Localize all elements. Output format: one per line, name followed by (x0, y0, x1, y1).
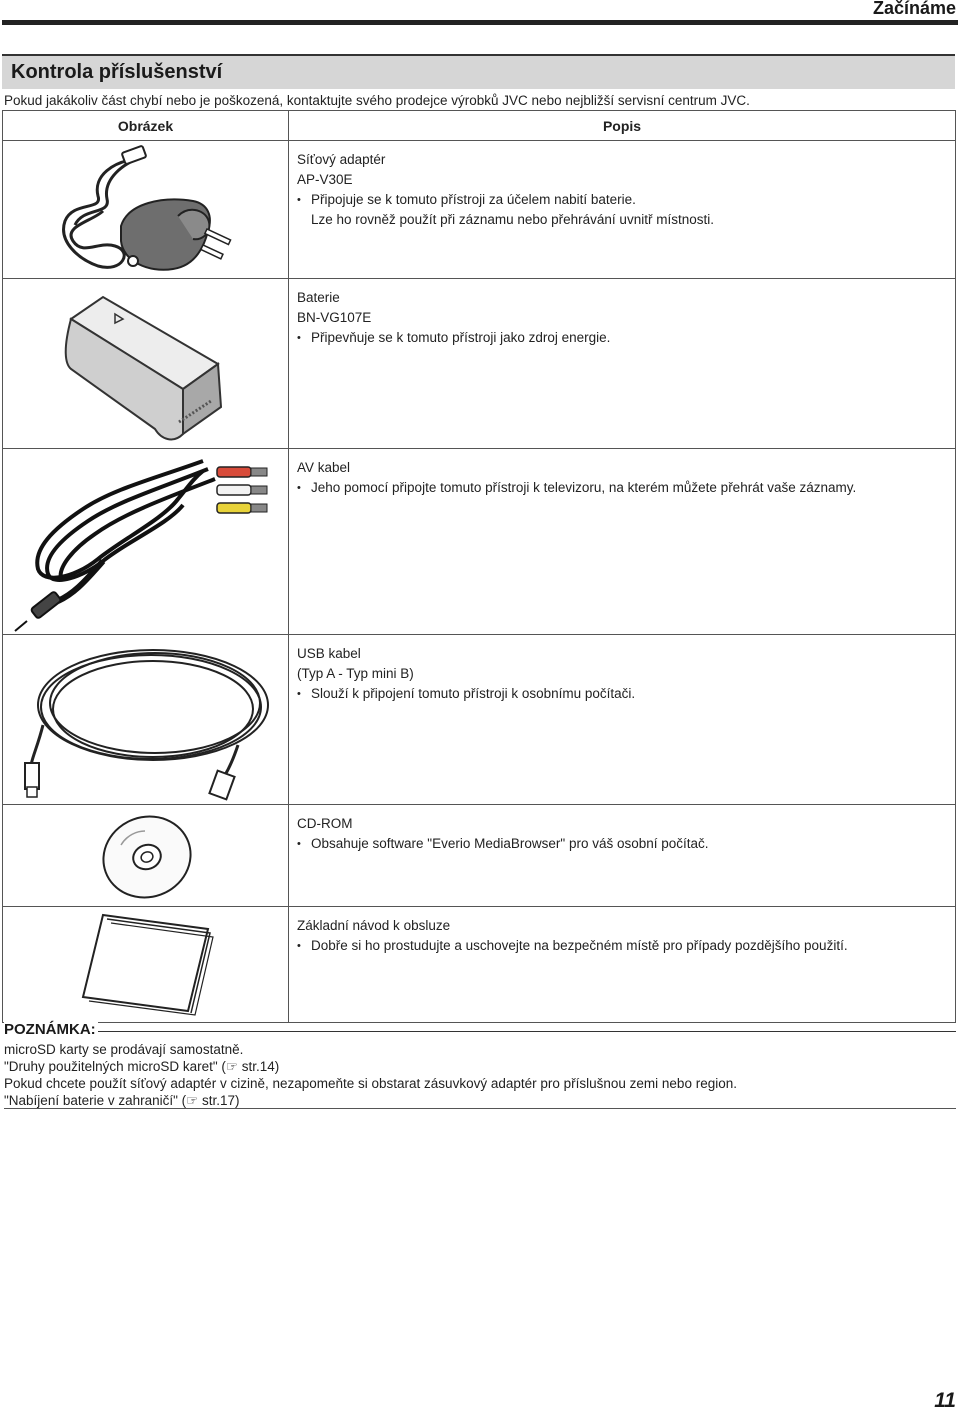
accessories-table (2, 110, 956, 1023)
section-title-bar (2, 54, 955, 89)
description-cell (289, 635, 956, 805)
ac-adapter-icon (3, 141, 289, 278)
battery-icon (3, 279, 289, 448)
note-line: microSD karty se prodávají samostatně. (4, 1042, 244, 1057)
item-name: Baterie (297, 290, 340, 305)
image-cell (3, 805, 289, 907)
note-rule (4, 1031, 956, 1032)
image-cell (3, 449, 289, 635)
note-end-rule (4, 1108, 956, 1109)
image-cell (3, 907, 289, 1023)
description-cell (289, 805, 956, 907)
image-cell (3, 141, 289, 279)
item-bullet: • Jeho pomocí připojte tomuto přístroji k televizoru, na kterém můžete přehrát vaše záznamy. (297, 478, 955, 498)
note-body (4, 1041, 956, 1109)
description-cell (289, 907, 956, 1023)
note-link[interactable]: "Nabíjení baterie v zahraničí" (☞ str.17) (4, 1093, 240, 1108)
image-cell (3, 279, 289, 449)
item-bullet: • Připojuje se k tomuto přístroji za účelem nabití baterie. (297, 190, 955, 210)
table-row (3, 805, 956, 907)
table-row (3, 141, 956, 279)
table-row (3, 279, 956, 449)
item-bullet: • Slouží k připojení tomuto přístroji k osobnímu počítači. (297, 684, 955, 704)
item-bullet: • Obsahuje software "Everio MediaBrowser" pro váš osobní počítač. (297, 834, 955, 854)
column-header-image: Obrázek (3, 111, 289, 141)
item-bullet-continuation: Lze ho rovněž použít při záznamu nebo přehrávání uvnitř místnosti. (311, 212, 714, 227)
page-header (0, 0, 960, 26)
item-name: CD-ROM (297, 816, 353, 831)
usb-cable-icon (3, 635, 289, 804)
intro-text: Pokud jakákoliv část chybí nebo je poškozená, kontaktujte svého prodejce výrobků JVC nebo nejbližší servisní centrum JVC. (4, 93, 750, 108)
description-cell (289, 279, 956, 449)
item-model: BN-VG107E (297, 310, 372, 325)
item-bullet: • Připevňuje se k tomuto přístroji jako zdroj energie. (297, 328, 955, 348)
description-cell (289, 141, 956, 279)
item-model: AP-V30E (297, 172, 353, 187)
page-title: Kontrola příslušenství (11, 61, 223, 83)
table-row (3, 907, 956, 1023)
note-heading: POZNÁMKA: (4, 1021, 96, 1038)
note-block (4, 1021, 956, 1109)
item-name: Základní návod k obsluze (297, 918, 451, 933)
page-number: 11 (934, 1389, 956, 1412)
column-header-description: Popis (289, 111, 956, 141)
header-rule (2, 20, 958, 25)
table-row (3, 635, 956, 805)
note-link[interactable]: "Druhy použitelných microSD karet" (☞ str.14) (4, 1059, 280, 1074)
note-line: Pokud chcete použít síťový adaptér v cizině, nezapomeňte si obstarat zásuvkový adaptér pro příslušnou zemi nebo region. (4, 1076, 737, 1091)
image-cell (3, 635, 289, 805)
manual-icon (3, 907, 289, 1022)
table-row (3, 449, 956, 635)
item-name: AV kabel (297, 460, 351, 475)
table-header-row (3, 111, 956, 141)
item-name: Síťový adaptér (297, 152, 386, 167)
item-model: (Typ A - Typ mini B) (297, 666, 414, 681)
section-label: Začínáme (865, 0, 956, 19)
av-cable-icon (3, 449, 289, 634)
item-name: USB kabel (297, 646, 361, 661)
cd-rom-icon (3, 805, 289, 906)
description-cell (289, 449, 956, 635)
item-bullet: • Dobře si ho prostudujte a uschovejte na bezpečném místě pro případy pozdějšího použití. (297, 936, 955, 956)
